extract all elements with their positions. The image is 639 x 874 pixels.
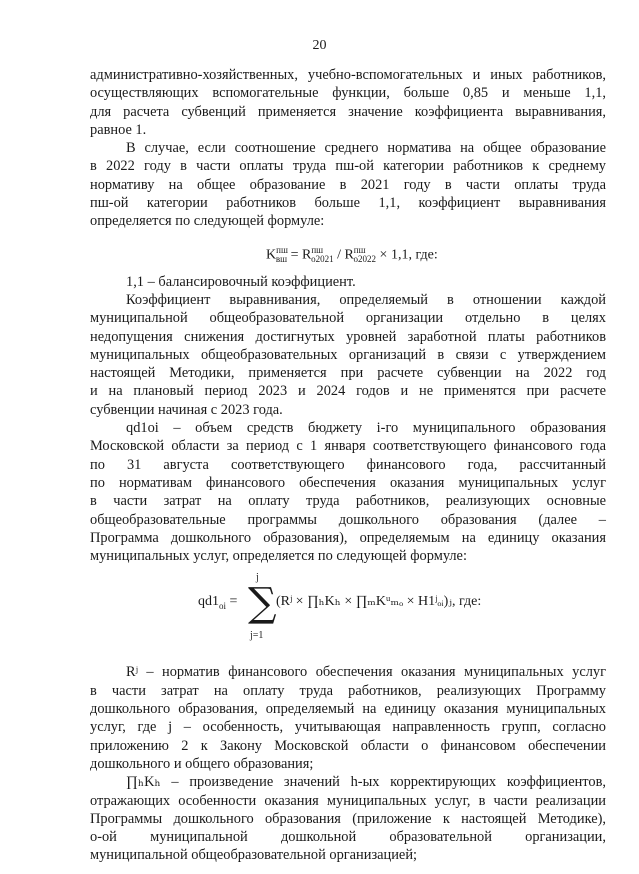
text-line: осуществляющих вспомогательные функции, больше 0,85 и меньше 1,1,: [90, 85, 606, 102]
page-number: 20: [312, 38, 327, 53]
formula-text: $K^{пш}_{вш} = R^{пш}_{o2021} / R^{пш}_{o2022} \times 1,1$, где:: [266, 244, 438, 265]
text-line: В случае, если соотношение среднего норматива на общее образование: [126, 140, 606, 157]
text-line: муниципальных услуг, определяется по следующей формуле:: [90, 548, 467, 565]
sigma-lower-limit: j=1: [250, 630, 264, 642]
sigma-symbol: ∑: [248, 580, 277, 627]
text-line: недопущения снижения достигнутых уровней заработной платы работников: [90, 328, 606, 345]
formula-alignment-coefficient: [90, 237, 606, 267]
text-line: 1,1 – балансировочный коэффициент.: [126, 273, 356, 290]
text-line: отражающих особенности оказания муниципальных услуг, в части реализации: [90, 792, 606, 809]
text-line: Программа дошкольного образования), определяемым на единицу оказания: [90, 529, 606, 546]
sigma-upper-limit: j: [256, 572, 259, 584]
paragraph-coefficient-application: [90, 291, 606, 419]
text-line: Rʲ – норматив финансового обеспечения оказания муниципальных услуг: [126, 664, 606, 681]
document-body: [90, 66, 606, 865]
text-line: для расчета субвенций применяется значение коэффициента выравнивания,: [90, 103, 606, 120]
text-line: Московской области за период с 1 января соответствующего финансового года: [90, 438, 606, 455]
text-line: субвенции начиная с 2023 года.: [90, 401, 283, 418]
text-line: в части затрат на оплату труда работников, реализующих Программу: [90, 682, 606, 699]
formula-lhs: $qd1_{oi}$ =: [198, 594, 238, 612]
paragraph-product-definition: [90, 773, 606, 864]
text-line: муниципальной общеобразовательной организацией;: [90, 847, 418, 864]
text-line: муниципальной общеобразовательной организации отдельно в целях: [90, 310, 606, 327]
text-line: в части затрат на оплату труда работников, реализующих основные: [90, 493, 606, 510]
text-line: дошкольного образования, определяемый на единицу оказания муниципальных: [90, 701, 606, 718]
text-line: о-ой муниципальной дошкольной образовательной организации,: [90, 829, 606, 846]
text-line: в 2022 году в части оплаты труда пш-ой категории работников к среднему: [90, 158, 606, 175]
text-line: Коэффициент выравнивания, определяемый в отношении каждой: [126, 291, 606, 308]
text-line: пш-ой категории работников больше 1,1, коэффициент выравнивания: [90, 195, 606, 212]
text-line: равное 1.: [90, 121, 147, 138]
text-line: по нормативам финансового обеспечения оказания муниципальных услуг: [90, 474, 606, 491]
formula-body: (Rʲ × ∏ₕKₕ × ∏ₘKᵘₘₒ × H1ʲₒᵢ)ⱼ, где:: [276, 594, 482, 610]
paragraph-alignment-condition: [90, 139, 606, 230]
text-line: общеобразовательные программы дошкольного образования (далее –: [90, 511, 606, 528]
text-line: по 31 августа соответствующего финансового года, рассчитанный: [90, 456, 606, 473]
paragraph-continuation: [90, 66, 606, 139]
text-line: административно-хозяйственных, учебно-вспомогательных и иных работников,: [90, 67, 606, 83]
paragraph-r-definition: [90, 663, 606, 773]
text-line: услуг, где j – особенность, учитывающая направленность групп, согласно: [90, 719, 606, 736]
text-line: и на плановый период 2023 и 2024 годов и не применятся при расчете: [90, 383, 606, 400]
formula-qd1: [90, 569, 606, 659]
text-line: муниципальных общеобразовательных организаций в связи с утверждением: [90, 346, 606, 363]
text-line: дошкольного и общего образования;: [90, 755, 314, 772]
text-line: Программы дошкольного образования (приложение к настоящей Методике),: [90, 810, 606, 827]
text-line: определяется по следующей формуле:: [90, 213, 325, 230]
paragraph-balancing: [90, 273, 606, 291]
text-line: нормативу на общее образование в 2021 году в части оплаты труда: [90, 176, 606, 193]
text-line: ∏ₕKₕ – произведение значений h-ых корректирующих коэффициентов,: [126, 774, 606, 791]
text-line: настоящей Методики, применяется при расчете субвенции на 2022 год: [90, 365, 606, 382]
text-line: приложению 2 к Закону Московской области о финансовом обеспечении: [90, 737, 606, 754]
text-line: qd1oi – объем средств бюджету i-го муниципального образования: [126, 420, 606, 437]
paragraph-qd1-definition: [90, 419, 606, 565]
